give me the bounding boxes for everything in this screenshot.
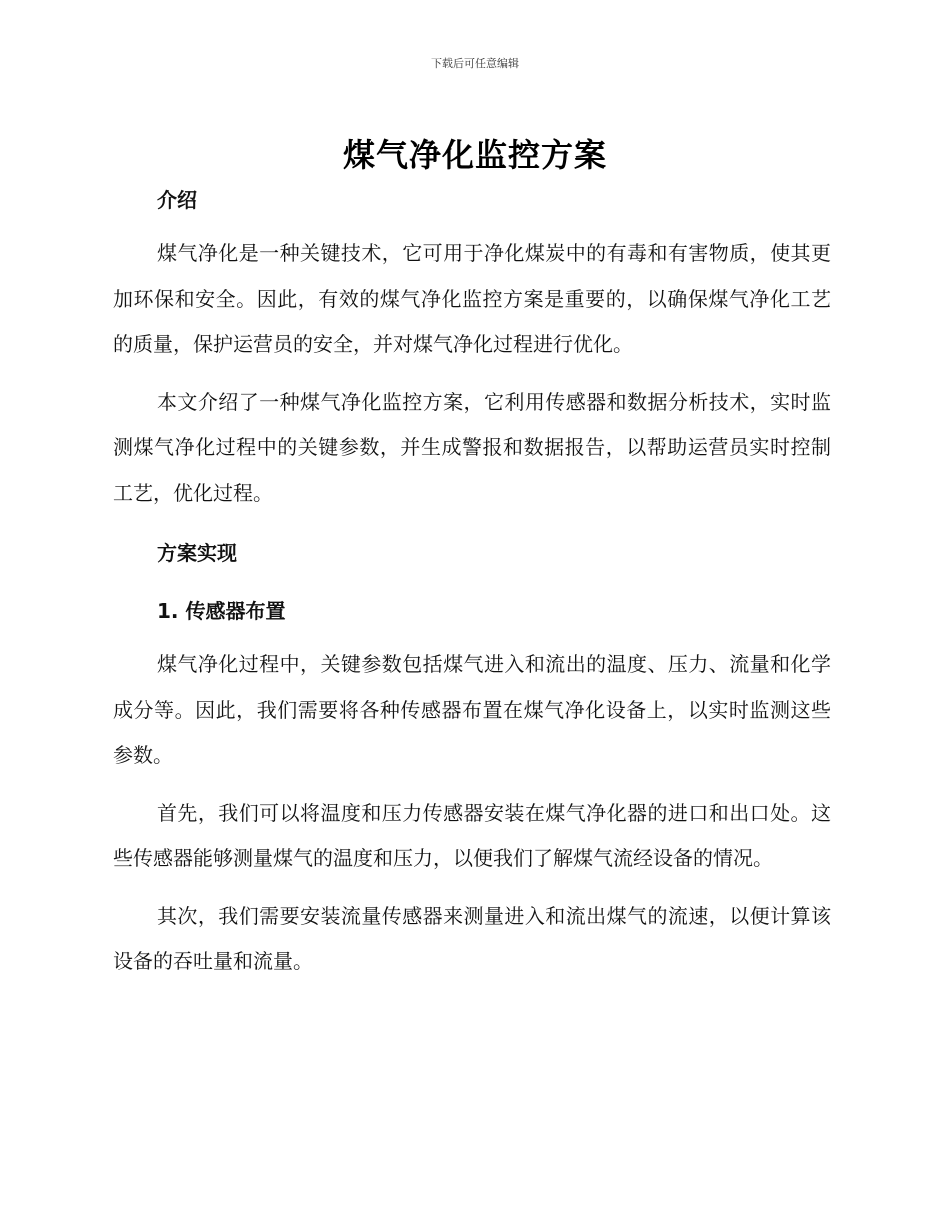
sensor-paragraph-3: 其次，我们需要安装流量传感器来测量进入和流出煤气的流速，以便计算该设备的吞吐量和流量。 [113, 903, 831, 973]
sensor-layout-heading: 1. 传感器布置 [157, 599, 286, 623]
document-title: 煤气净化监控方案 [342, 136, 607, 174]
sensor-paragraph-2: 首先，我们可以将温度和压力传感器安装在煤气净化器的进口和出口处。这些传感器能够测量煤气的温度和压力，以便我们了解煤气流经设备的情况。 [113, 800, 831, 870]
implementation-heading: 方案实现 [157, 541, 237, 565]
intro-heading: 介绍 [157, 188, 197, 212]
intro-paragraph-2: 本文介绍了一种煤气净化监控方案，它利用传感器和数据分析技术，实时监测煤气净化过程中的关键参数，并生成警报和数据报告，以帮助运营员实时控制工艺，优化过程。 [113, 389, 831, 505]
sensor-paragraph-1: 煤气净化过程中，关键参数包括煤气进入和流出的温度、压力、流量和化学成分等。因此，我们需要将各种传感器布置在煤气净化设备上，以实时监测这些参数。 [113, 652, 831, 767]
intro-paragraph-1: 煤气净化是一种关键技术，它可用于净化煤炭中的有毒和有害物质，使其更加环保和安全。因此，有效的煤气净化监控方案是重要的，以确保煤气净化工艺的质量，保护运营员的安全，并对煤气净化过程进行优化。 [113, 241, 831, 356]
document-body [113, 183, 831, 985]
header-note: 下载后可任意编辑 [431, 57, 519, 70]
